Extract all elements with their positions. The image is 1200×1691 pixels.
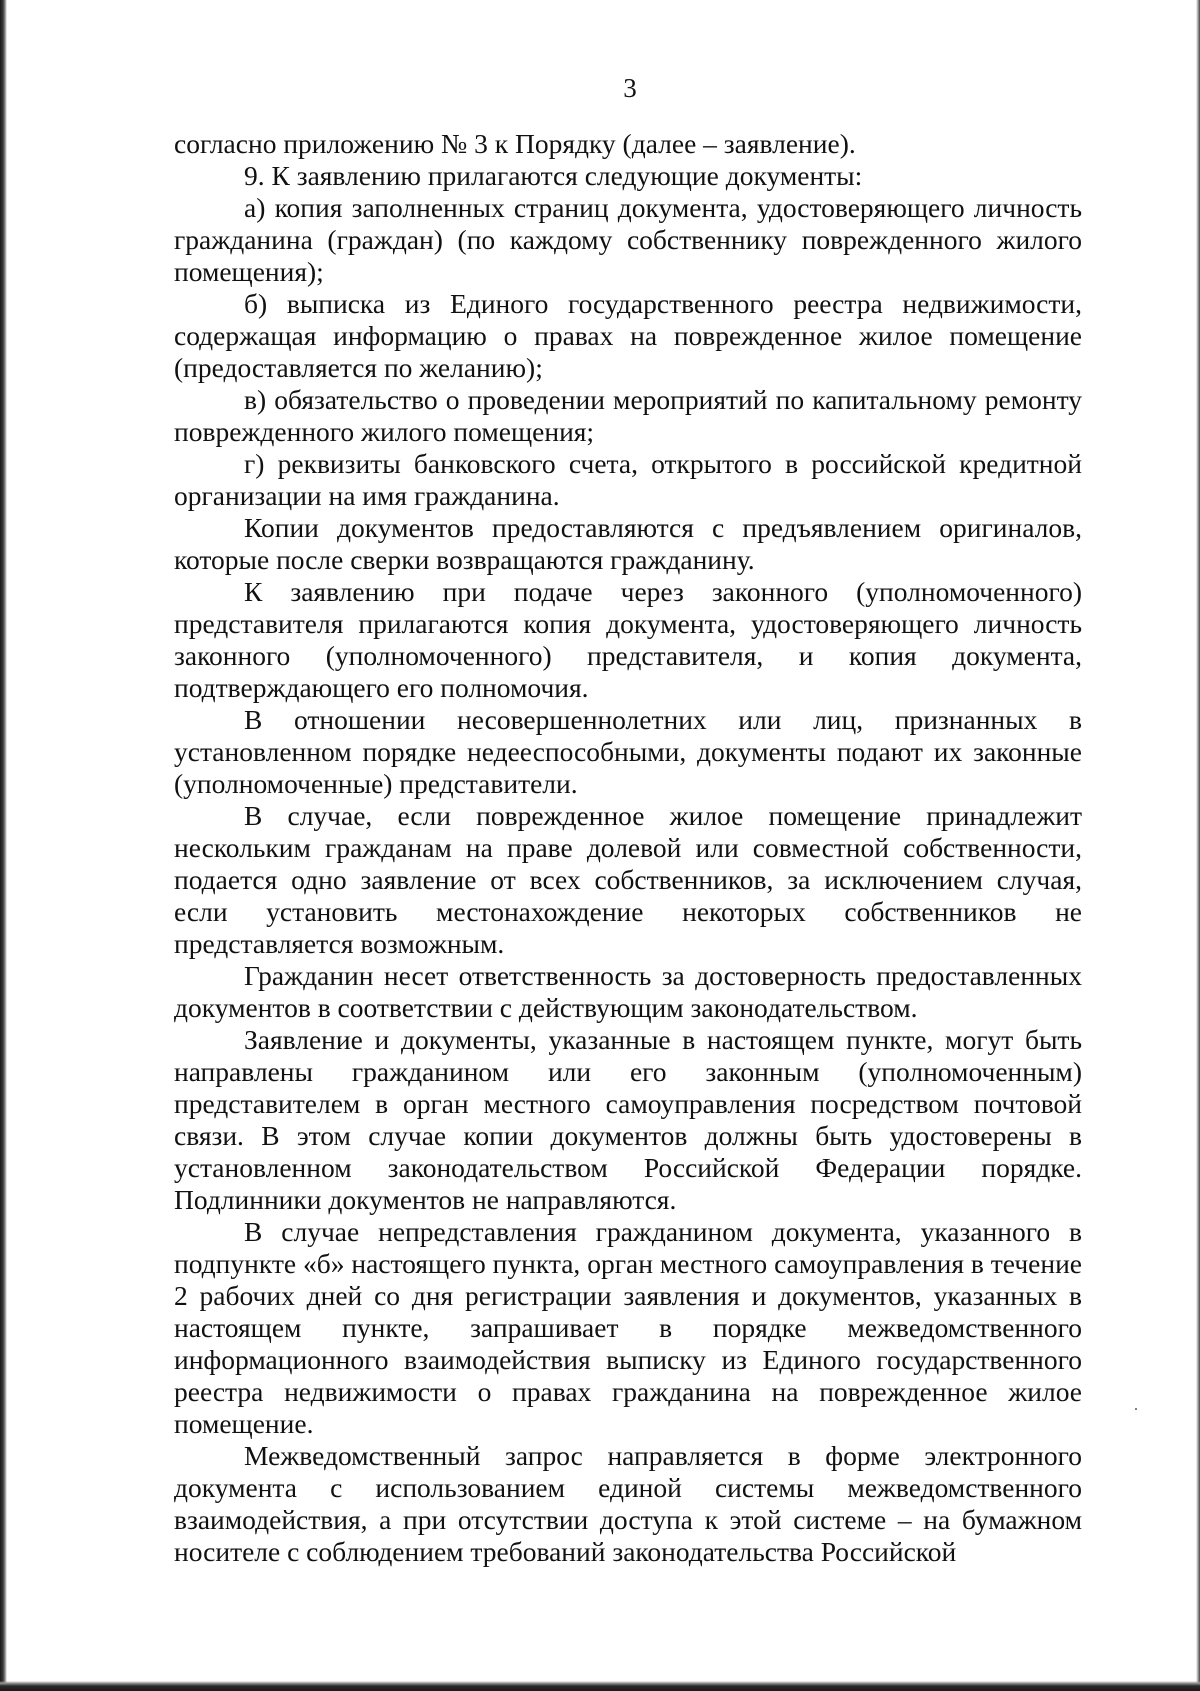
paragraph-subitem-b: б) выписка из Единого государственного реестра недвижимости, содержащая информацию о правах на поврежденное жилое помещение (предоставляется по желанию); <box>174 288 1082 383</box>
paragraph-subitem-g: г) реквизиты банковского счета, открытого в российской кредитной организации на имя гражданина. <box>174 448 1082 511</box>
paragraph-interagency-request: Межведомственный запрос направляется в форме электронного документа с использованием единой системы межведомственного взаимодействия, а при отсутствии доступа к этой системе – на бумажном носителе с соблюдением требований законодательства Российской <box>174 1440 1082 1567</box>
paragraph-item-9: 9. К заявлению прилагаются следующие документы: <box>244 160 863 191</box>
paragraph-continuation: согласно приложению № 3 к Порядку (далее – заявление). <box>174 128 856 159</box>
page-number: 3 <box>623 73 637 103</box>
scan-edge-right <box>1196 0 1200 1691</box>
paragraph-representative: К заявлению при подаче через законного (уполномоченного) представителя прилагаются копия документа, удостоверяющего личность законного (уполномоченного) представителя, и копия документа, подтверждающего его полномочия. <box>174 576 1082 703</box>
paragraph-minors: В отношении несовершеннолетних или лиц, признанных в установленном порядке недееспособными, документы подают их законные (уполномоченные) представители. <box>174 704 1082 799</box>
document-body <box>174 128 1082 1568</box>
paragraph-nonsubmission: В случае непредставления гражданином документа, указанного в подпункте «б» настоящего пункта, орган местного самоуправления в течение 2 рабочих дней со дня регистрации заявления и документов, указанных в настоящем пункте, запрашивает в порядке межведомственного информационного взаимодействия выписку из Единого государственного реестра недвижимости о правах гражданина на поврежденное жилое помещение. <box>174 1216 1082 1439</box>
scan-speck <box>1135 1408 1137 1410</box>
paragraph-copies: Копии документов предоставляются с предъявлением оригиналов, которые после сверки возвращаются гражданину. <box>174 512 1082 575</box>
paragraph-subitem-a: а) копия заполненных страниц документа, удостоверяющего личность гражданина (граждан) (по каждому собственнику поврежденного жилого помещения); <box>174 192 1082 287</box>
scan-edge-left <box>0 0 7 1691</box>
paragraph-postal: Заявление и документы, указанные в настоящем пункте, могут быть направлены гражданином или его законным (уполномоченным) представителем в орган местного самоуправления посредством почтовой связи. В этом случае копии документов должны быть удостоверены в установленном законодательством Российской Федерации порядке. Подлинники документов не направляются. <box>174 1024 1082 1215</box>
paragraph-subitem-v: в) обязательство о проведении мероприятий по капитальному ремонту поврежденного жилого помещения; <box>174 384 1082 447</box>
paragraph-shared-ownership: В случае, если поврежденное жилое помещение принадлежит нескольким гражданам на праве долевой или совместной собственности, подается одно заявление от всех собственников, за исключением случая, если установить местонахождение некоторых собственников не представляется возможным. <box>174 800 1082 959</box>
paragraph-responsibility: Гражданин несет ответственность за достоверность предоставленных документов в соответствии с действующим законодательством. <box>174 960 1082 1023</box>
scan-edge-bottom <box>0 1681 1200 1691</box>
